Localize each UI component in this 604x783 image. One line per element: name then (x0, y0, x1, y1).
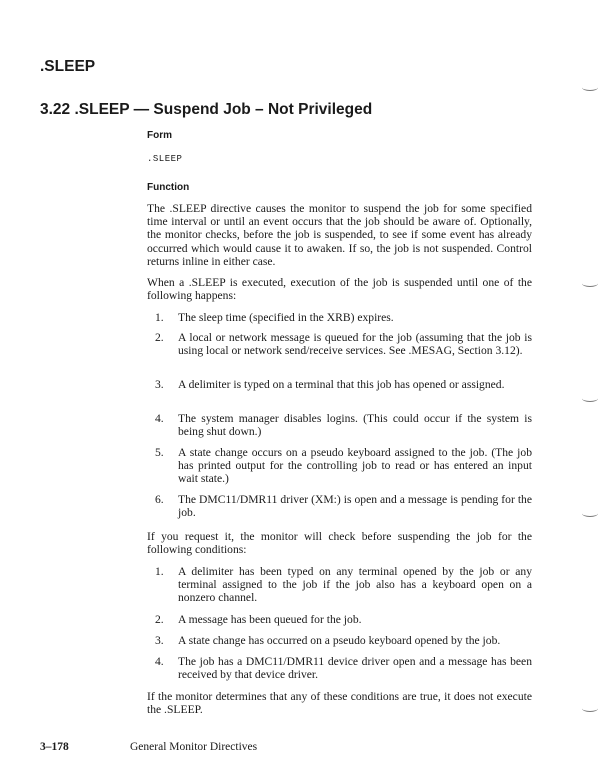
paragraph-request: If you request it, the monitor will check before suspending the job for the following conditions: (147, 530, 532, 557)
list-item (155, 634, 532, 647)
form-heading: Form (147, 130, 172, 141)
item-number: 4. (155, 655, 164, 668)
item-number: 4. (155, 412, 164, 425)
list-item (155, 331, 532, 357)
form-code: .SLEEP (147, 154, 183, 164)
item-text: The DMC11/DMR11 driver (XM:) is open and a message is pending for the job. (178, 493, 532, 520)
page-number: 3–178 (40, 741, 69, 753)
item-number: 6. (155, 493, 164, 506)
item-text: A state change occurs on a pseudo keyboard assigned to the job. (The job has printed output for the controlling job to read or has entered an input wait state.) (178, 446, 532, 486)
paragraph-conclusion: If the monitor determines that any of these conditions are true, it does not execute the .SLEEP. (147, 690, 532, 717)
list-item (155, 378, 532, 391)
item-number: 5. (155, 446, 164, 459)
item-number: 3. (155, 634, 164, 647)
item-text: The sleep time (specified in the XRB) expires. (178, 311, 394, 324)
paragraph-intro: The .SLEEP directive causes the monitor to suspend the job for some specified time interval or until an event occurs that the job should be aware of. Optionally, the monitor checks, before the job is suspended, to see if some event has already occurred which would cause it to awaken. If so, the job is not suspended. Control returns inline in either case. (147, 202, 532, 268)
item-number: 1. (155, 311, 164, 324)
item-text: The job has a DMC11/DMR11 device driver open and a message has been received by that device driver. (178, 655, 532, 682)
footer-title: General Monitor Directives (130, 741, 258, 753)
item-text: A local or network message is queued for the job (assuming that the job is using local or network send/receive services. See .MESAG, Section 3.12). (178, 331, 532, 358)
list-item (155, 655, 532, 681)
item-text: A delimiter is typed on a terminal that this job has opened or assigned. (178, 378, 505, 391)
paragraph-when: When a .SLEEP is executed, execution of the job is suspended until one of the following happens: (147, 276, 532, 303)
binder-hole-mark (582, 705, 598, 712)
function-heading: Function (147, 182, 190, 193)
list-item (155, 412, 532, 438)
item-text: A state change has occurred on a pseudo keyboard opened by the job. (178, 634, 501, 647)
item-number: 2. (155, 331, 164, 344)
item-number: 3. (155, 378, 164, 391)
list-item (155, 311, 532, 324)
item-text: The system manager disables logins. (This could occur if the system is being shut down.) (178, 412, 532, 439)
item-text: A delimiter has been typed on any terminal opened by the job or any terminal assigned to the job if the job also has a keyboard open on a nonzero channel. (178, 565, 532, 605)
item-text: A message has been queued for the job. (178, 613, 362, 626)
running-head: .SLEEP (40, 58, 96, 75)
item-number: 1. (155, 565, 164, 578)
item-number: 2. (155, 613, 164, 626)
list-item (155, 565, 532, 605)
section-title: 3.22 .SLEEP — Suspend Job – Not Privileged (40, 101, 373, 118)
binder-hole-mark (582, 280, 598, 287)
list-item (155, 613, 532, 626)
binder-hole-mark (582, 510, 598, 517)
list-item (155, 446, 532, 486)
list-item (155, 493, 532, 519)
binder-hole-mark (582, 84, 598, 91)
binder-hole-mark (582, 395, 598, 402)
